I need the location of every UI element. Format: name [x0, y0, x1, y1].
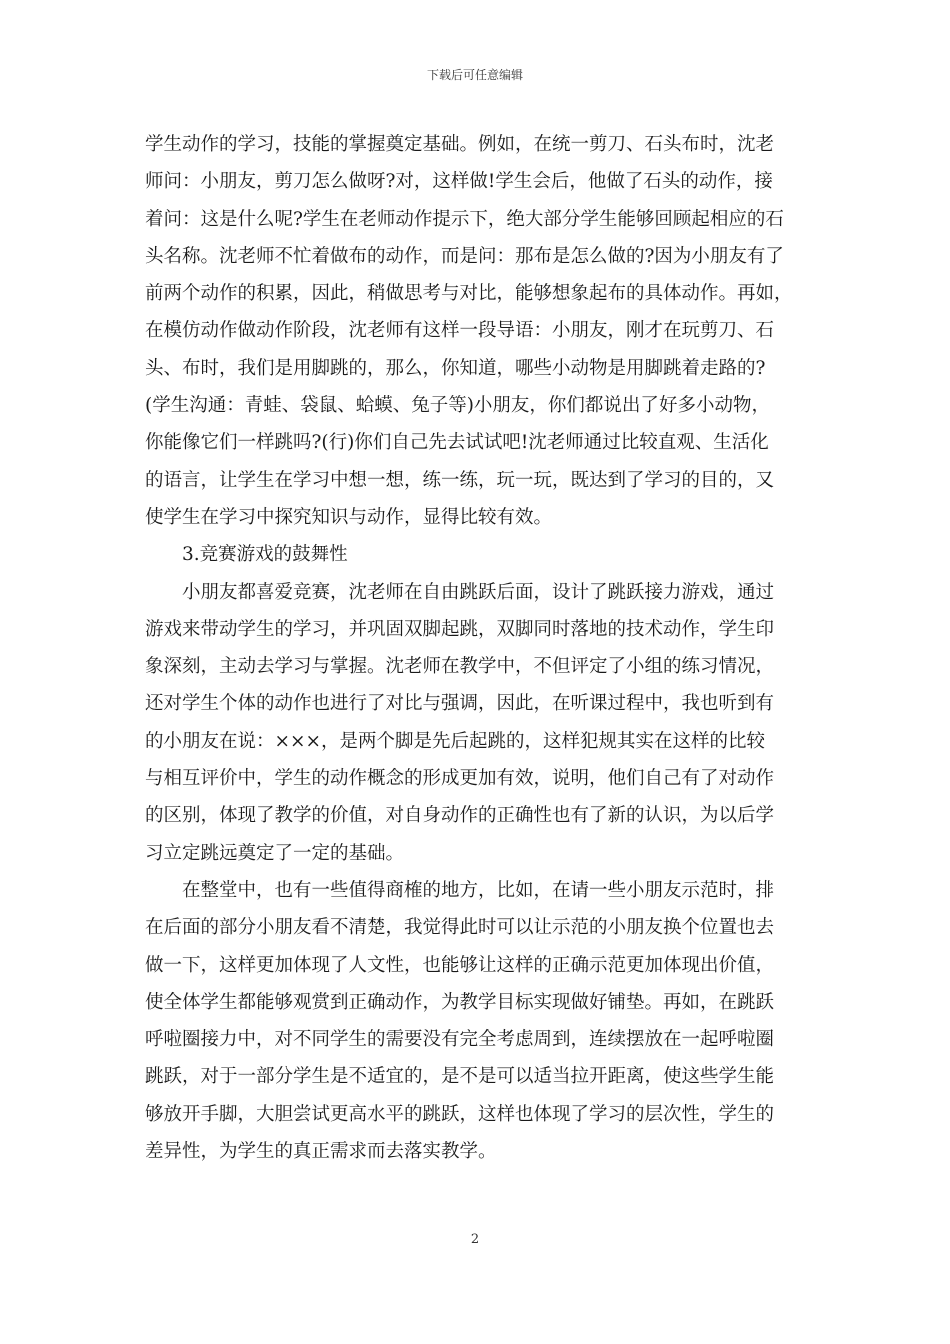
body-line: 的语言，让学生在学习中想一想，练一练，玩一玩，既达到了学习的目的，又	[145, 469, 775, 491]
section-heading: 3.竞赛游戏的鼓舞性	[145, 544, 348, 566]
body-line: 做一下，这样更加体现了人文性，也能够让这样的正确示范更加体现出价值，	[145, 954, 775, 976]
body-line: 在模仿动作做动作阶段，沈老师有这样一段导语：小朋友，刚才在玩剪刀、石	[145, 320, 775, 342]
body-line: 使全体学生都能够观赏到正确动作，为教学目标实现做好铺垫。再如，在跳跃	[145, 991, 775, 1013]
body-line: 着问：这是什么呢?学生在老师动作提示下，绝大部分学生能够回顾起相应的石	[145, 208, 784, 230]
body-line: 小朋友都喜爱竞赛，沈老师在自由跳跃后面，设计了跳跃接力游戏，通过	[145, 581, 775, 603]
body-line: 的小朋友在说：×××，是两个脚是先后起跳的，这样犯规其实在这样的比较	[145, 730, 766, 752]
body-line: (学生沟通：青蛙、袋鼠、蛤蟆、兔子等)小朋友，你们都说出了好多小动物，	[145, 395, 770, 417]
body-line: 还对学生个体的动作也进行了对比与强调，因此，在听课过程中，我也听到有	[145, 693, 775, 715]
body-line: 师问：小朋友，剪刀怎么做呀?对，这样做!学生会后，他做了石头的动作，接	[145, 171, 773, 193]
body-line: 与相互评价中，学生的动作概念的形成更加有效，说明，他们自己有了对动作	[145, 768, 775, 790]
body-line: 游戏来带动学生的学习，并巩固双脚起跳，双脚同时落地的技术动作，学生印	[145, 618, 775, 640]
body-line: 够放开手脚，大胆尝试更高水平的跳跃，这样也体现了学习的层次性，学生的	[145, 1103, 775, 1125]
body-line: 你能像它们一样跳吗?(行)你们自己先去试试吧!沈老师通过比较直观、生活化	[145, 432, 769, 454]
body-line: 象深刻，主动去学习与掌握。沈老师在教学中，不但评定了小组的练习情况，	[145, 656, 775, 678]
body-line: 跳跃，对于一部分学生是不适宜的，是不是可以适当拉开距离，使这些学生能	[145, 1066, 775, 1088]
page-header: 下载后可任意编辑	[426, 68, 523, 82]
body-line: 学生动作的学习，技能的掌握奠定基础。例如，在统一剪刀、石头布时，沈老	[145, 134, 775, 155]
body-line: 在整堂中，也有一些值得商榷的地方，比如，在请一些小朋友示范时，排	[145, 879, 775, 901]
body-line: 呼啦圈接力中，对不同学生的需要没有完全考虑周到，连续摆放在一起呼啦圈	[145, 1029, 775, 1051]
body-line: 头、布时，我们是用脚跳的，那么，你知道，哪些小动物是用脚跳着走路的?	[145, 357, 766, 379]
body-line: 差异性，为学生的真正需求而去落实教学。	[145, 1141, 497, 1163]
body-line: 在后面的部分小朋友看不清楚，我觉得此时可以让示范的小朋友换个位置也去	[145, 917, 775, 939]
body-line: 前两个动作的积累，因此，稍做思考与对比，能够想象起布的具体动作。再如，	[145, 283, 793, 305]
document-body	[145, 126, 810, 1170]
body-line: 习立定跳远奠定了一定的基础。	[145, 842, 405, 864]
body-line: 的区别，体现了教学的价值，对自身动作的正确性也有了新的认识，为以后学	[145, 805, 775, 827]
body-line: 使学生在学习中探究知识与动作，显得比较有效。	[145, 506, 553, 528]
page-number: 2	[470, 1232, 480, 1247]
body-line: 头名称。沈老师不忙着做布的动作，而是问：那布是怎么做的?因为小朋友有了	[145, 245, 784, 267]
